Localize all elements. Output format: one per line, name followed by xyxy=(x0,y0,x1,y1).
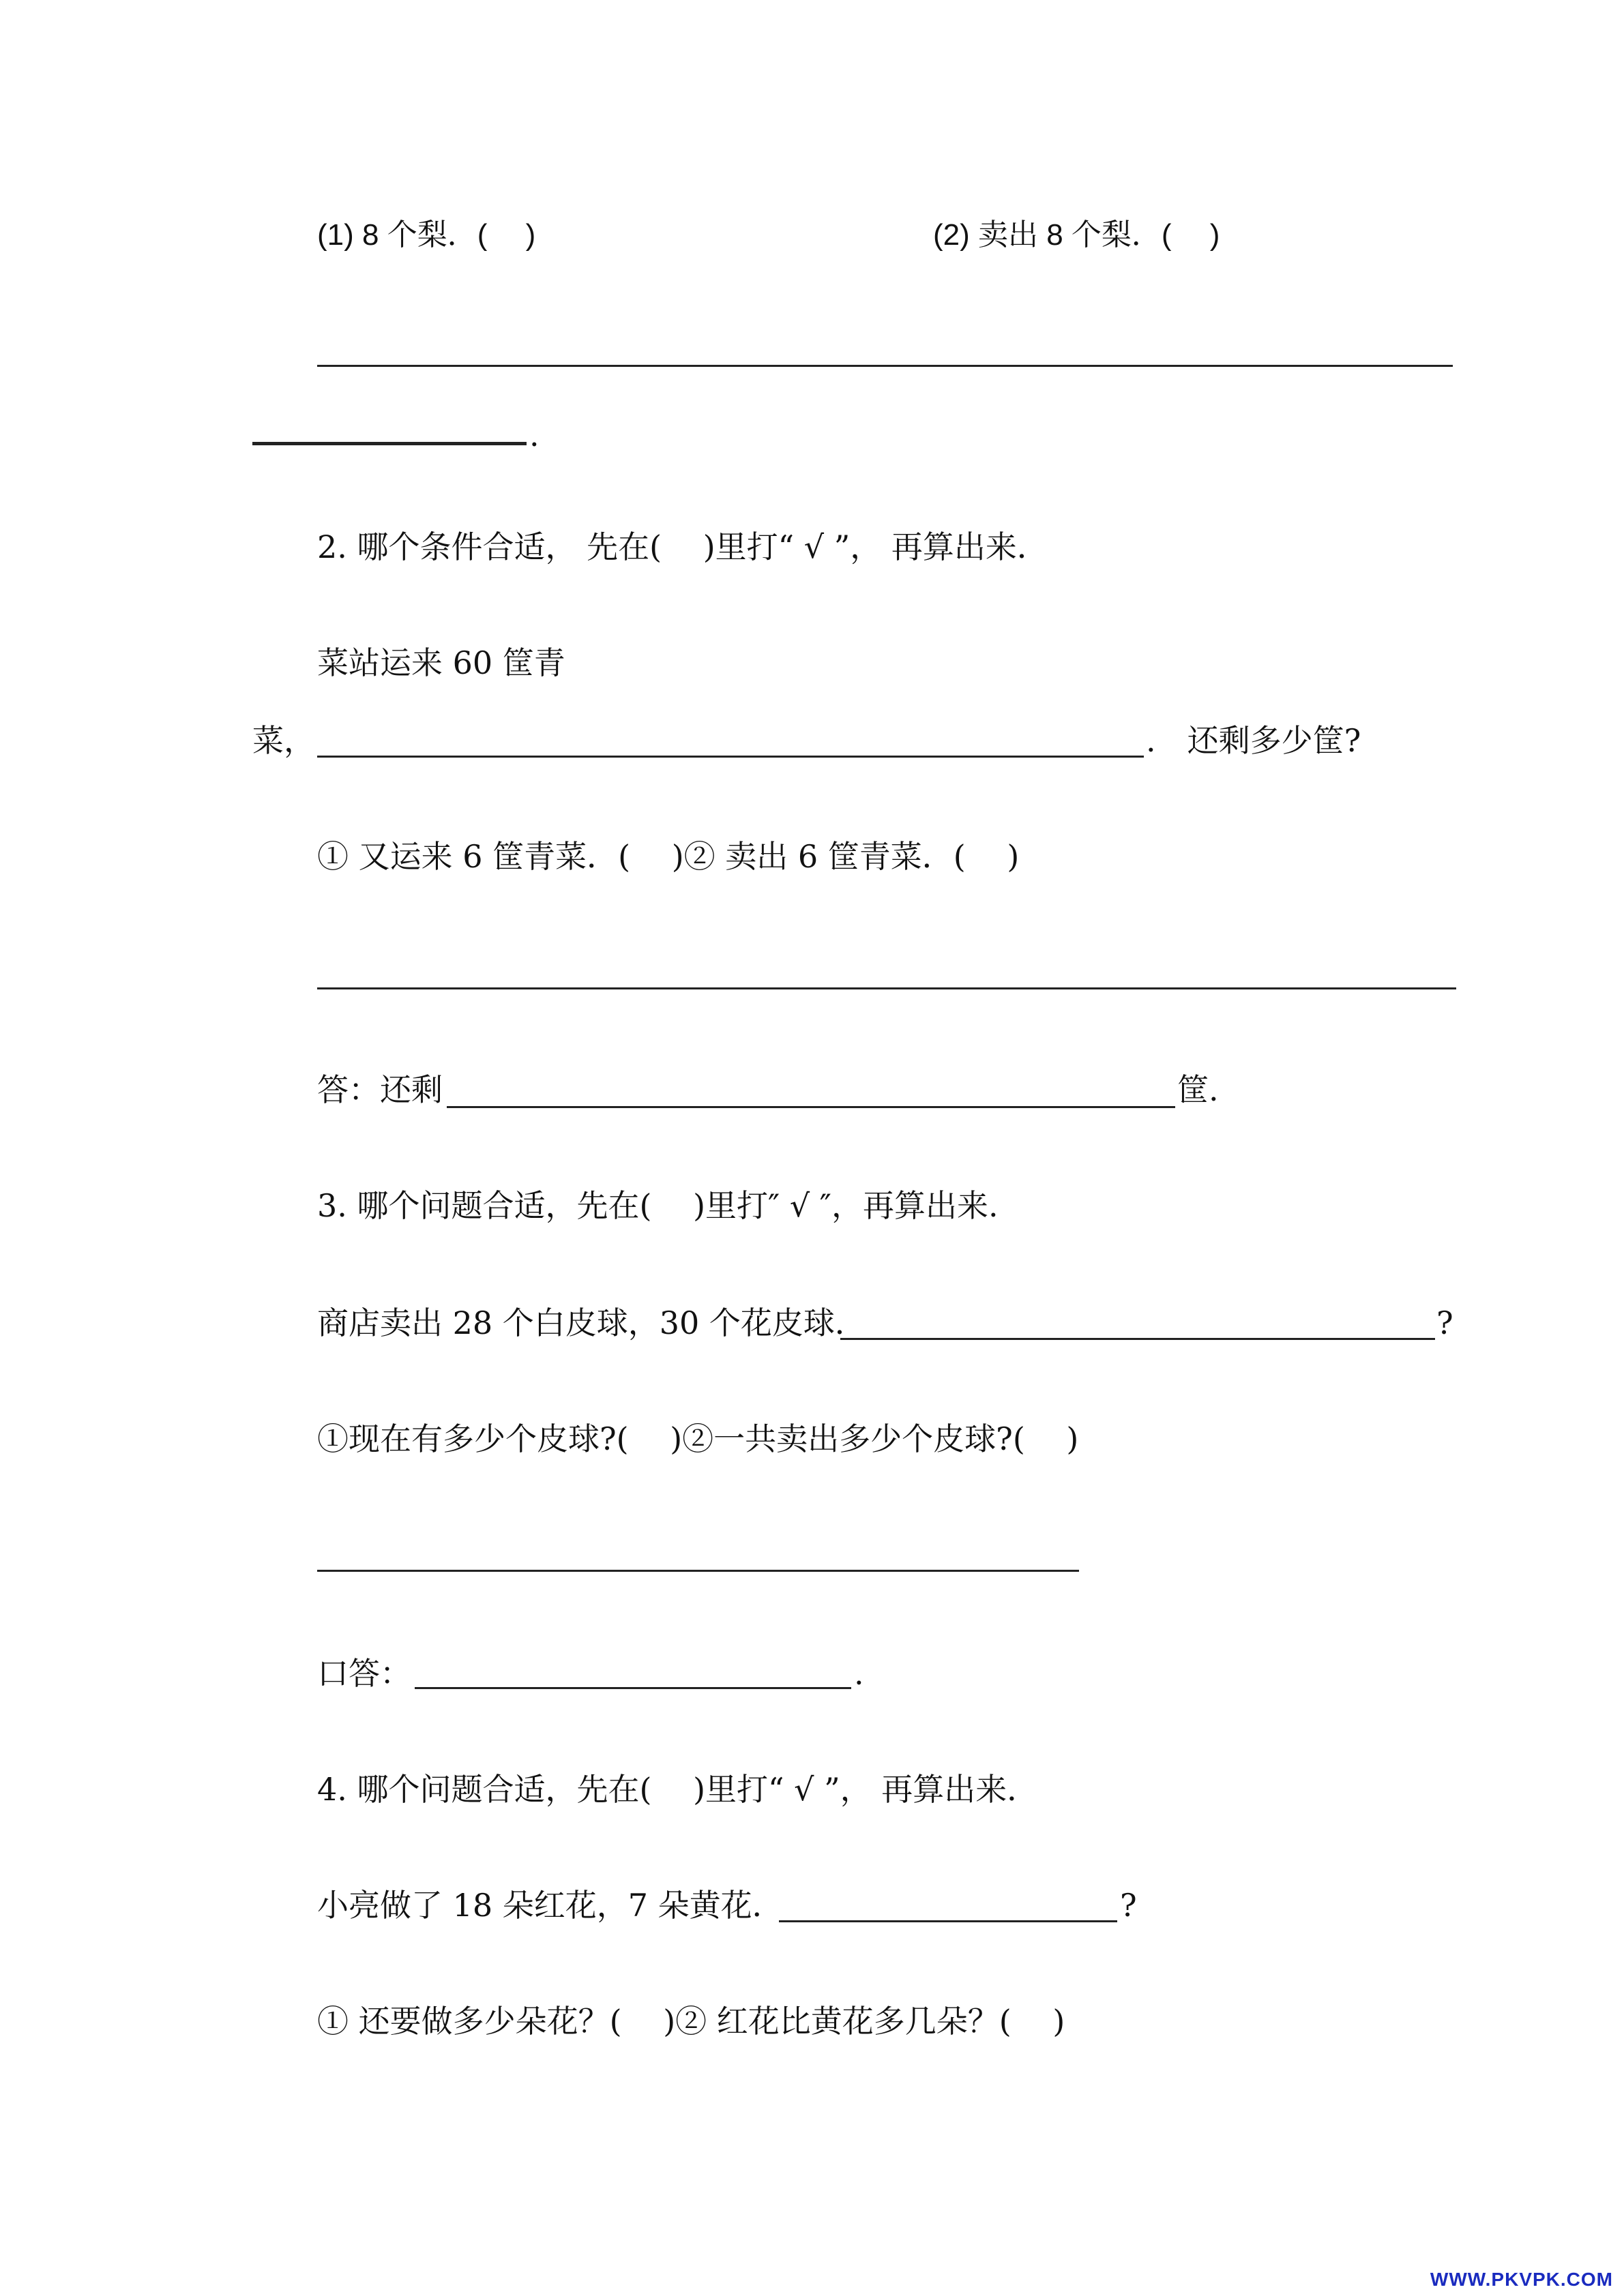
q2-stem-suffix: . 还剩多少筐? xyxy=(1146,722,1361,759)
q2-answer-prefix: 答：还剩 xyxy=(317,1071,443,1108)
q2-stem-prefix: 菜， xyxy=(252,722,315,759)
q3-answer-blank xyxy=(415,1687,851,1689)
q4-question-blank xyxy=(779,1920,1117,1922)
q2-work-line xyxy=(317,987,1456,989)
q4-options: ① 还要做多少朵花？( )② 红花比黄花多几朵？( ) xyxy=(317,2003,1065,2040)
q4-title: 4. 哪个问题合适，先在( )里打“ √ ”， 再算出来． xyxy=(317,1771,1039,1808)
q1-answer-line xyxy=(252,442,527,445)
q3-title: 3. 哪个问题合适，先在( )里打″ √ ″，再算出来. xyxy=(317,1187,999,1224)
q3-stem-end: ? xyxy=(1436,1304,1453,1341)
q3-work-line xyxy=(317,1570,1079,1572)
q3-answer-suffix: . xyxy=(854,1655,864,1692)
q2-answer-blank xyxy=(447,1106,1175,1108)
q3-stem: 商店卖出 28 个白皮球，30 个花皮球． xyxy=(317,1304,866,1341)
q1-option-1: (1) 8 个梨．( ) xyxy=(317,218,536,252)
q2-answer-suffix: 筐. xyxy=(1177,1071,1219,1108)
q2-title: 2. 哪个条件合适， 先在( )里打“ √ ”， 再算出来． xyxy=(317,528,1048,565)
q1-work-line xyxy=(317,365,1453,367)
q4-stem: 小亮做了 18 朵红花，7 朵黄花． xyxy=(317,1887,784,1924)
q3-answer-prefix: 口答： xyxy=(317,1655,411,1692)
footer-watermark: WWW.PKVPK.COM xyxy=(1430,2269,1613,2290)
q1-end-mark: . xyxy=(529,417,540,453)
q2-options: ① 又运来 6 筐青菜．( )② 卖出 6 筐青菜．( ) xyxy=(317,838,1020,875)
q2-condition-blank xyxy=(317,756,1144,758)
q3-question-blank xyxy=(840,1338,1435,1340)
q4-stem-end: ? xyxy=(1120,1887,1137,1924)
q2-stem-line1: 菜站运来 60 筐青 xyxy=(317,644,565,681)
q3-options: ①现在有多少个皮球?( )②一共卖出多少个皮球?( ) xyxy=(317,1420,1079,1457)
q1-option-2: (2) 卖出 8 个梨．( ) xyxy=(933,218,1220,252)
